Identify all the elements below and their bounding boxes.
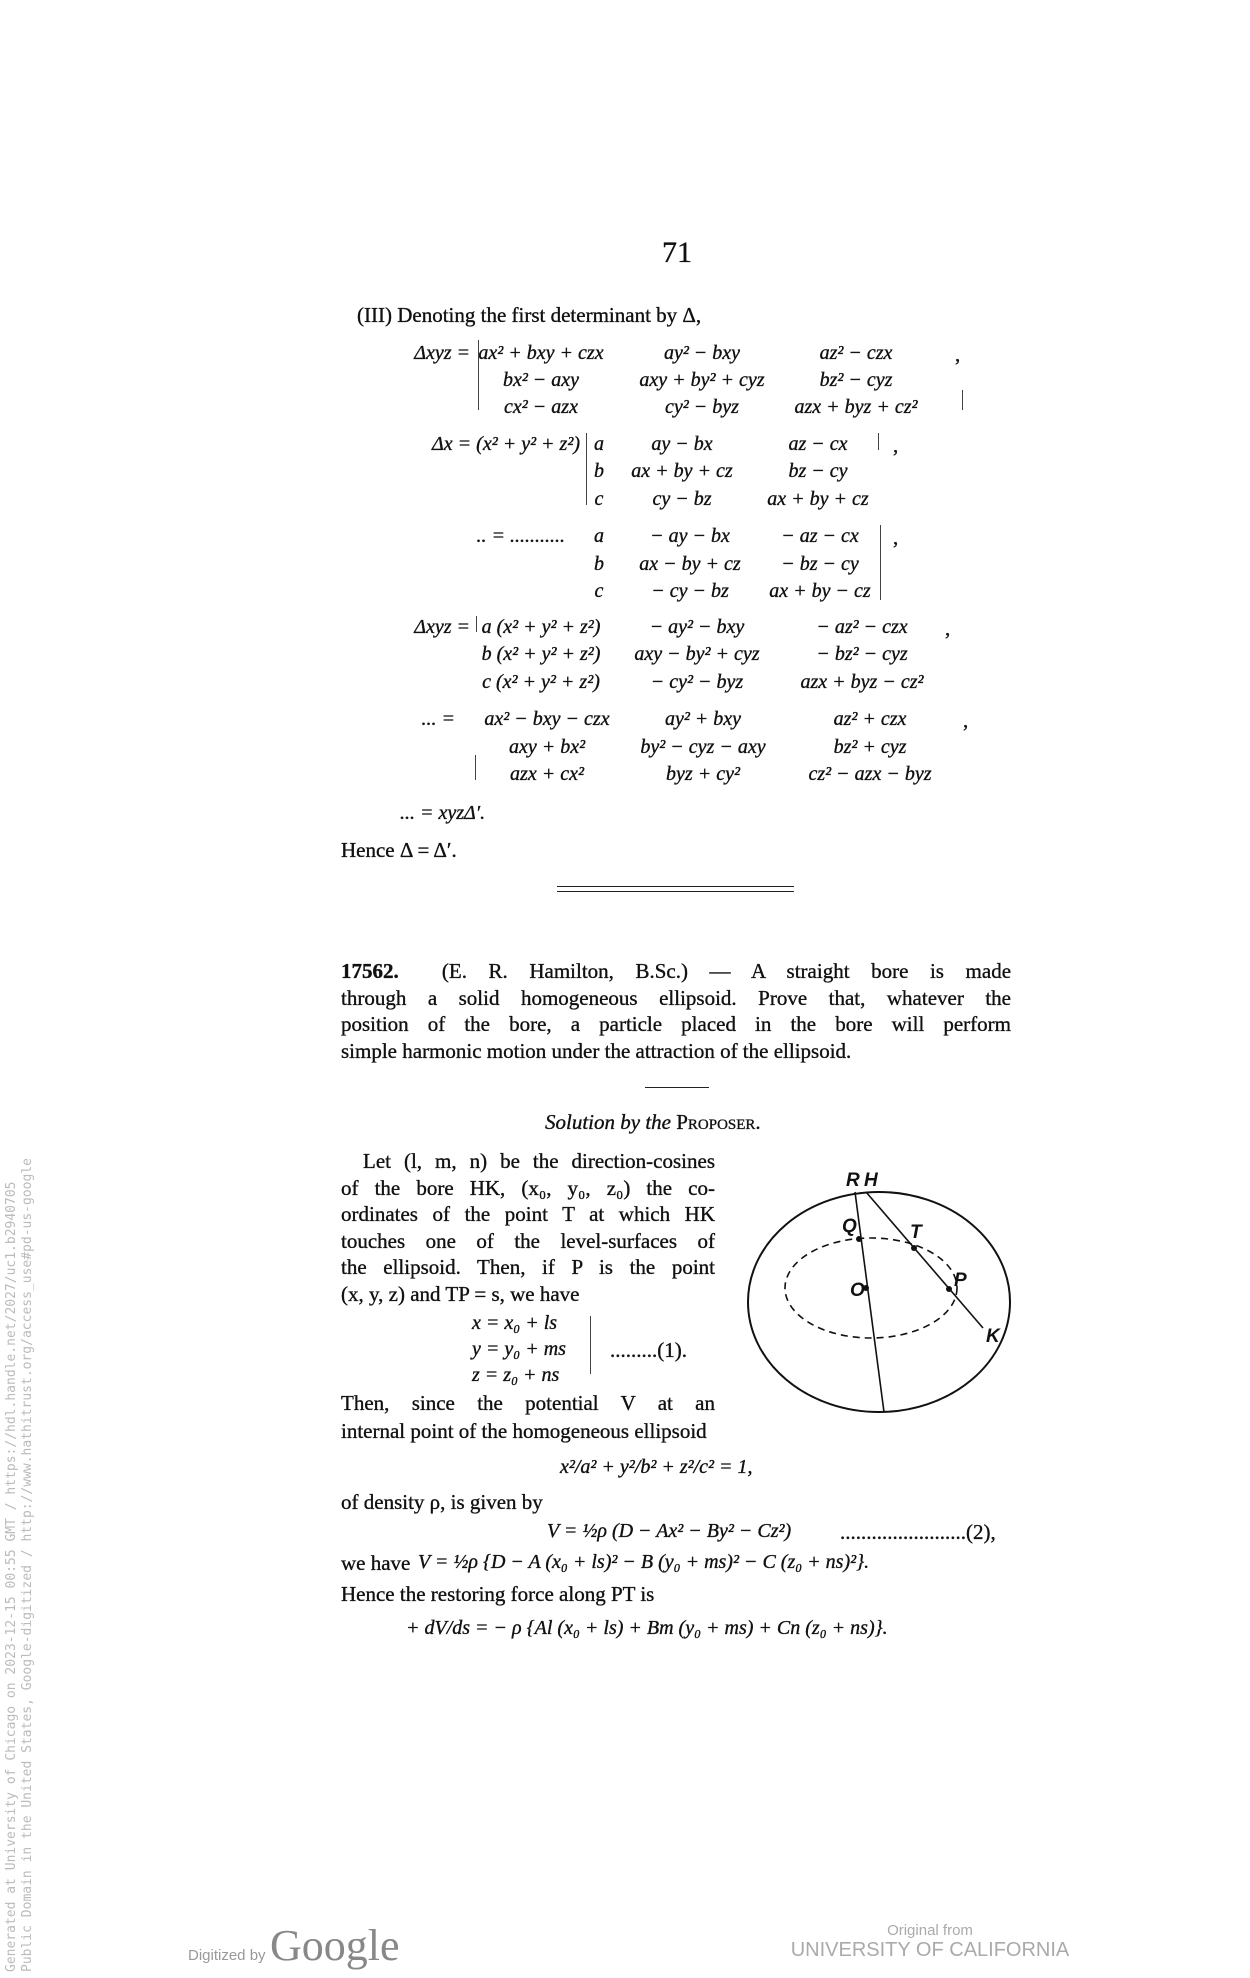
determinant-bar — [878, 433, 879, 450]
determinant-trailing-comma: , — [893, 525, 899, 549]
google-logo: Google — [270, 1921, 400, 1970]
determinant-cell: byz + cy² — [666, 763, 740, 785]
para-line: ordinates of the point T at which HK — [341, 1202, 715, 1226]
chord-r — [855, 1192, 884, 1412]
ellipsoid-equation: x²/a² + y²/b² + z²/c² = 1, — [560, 1456, 753, 1478]
label-k: K — [986, 1326, 1000, 1347]
determinant-cell: b — [594, 460, 604, 482]
determinant-cell: − az² − czx — [816, 616, 908, 638]
solution-heading — [545, 1110, 761, 1135]
determinant-label: Δx = (x² + y² + z²) — [432, 433, 580, 455]
problem-line: A straight bore is made — [750, 959, 1012, 983]
eq2-tag: ........................(2), — [840, 1520, 996, 1544]
determinant-cell: c (x² + y² + z²) — [482, 671, 600, 693]
problem-line: through a solid homogeneous ellipsoid. Prove that, whatever the — [341, 985, 1011, 1010]
problem-line: position of the bore, a particle placed in the bore will perform — [341, 1012, 1011, 1036]
digitized-by-label: Digitized by — [188, 1947, 266, 1964]
problem-author: (E. R. Hamilton, B.Sc.) — — [441, 959, 731, 983]
double-rule-bottom — [557, 891, 794, 892]
determinant-cell: − ay² − bxy — [649, 616, 745, 638]
determinant-cell: ax² + bxy + czx — [478, 342, 604, 364]
hence-line: Hence Δ = Δ′. — [341, 838, 457, 862]
determinant-cell: a (x² + y² + z²) — [481, 616, 601, 638]
eq1-x: x = x₀ + ls — [472, 1312, 558, 1334]
page-number: 71 — [662, 236, 692, 269]
label-h: H — [864, 1170, 878, 1191]
determinant-bar — [475, 755, 476, 780]
determinant-cell: cy − bz — [652, 488, 712, 510]
watermark-line1: Generated at University of Chicago on 2023-12-15 00:55 GMT / https://hdl.handle.net/2027/uc1.b2940705 — [4, 1181, 19, 1972]
label-p: P — [954, 1270, 967, 1291]
determinant-label: ... = — [421, 708, 455, 730]
determinant-cell: a — [594, 433, 604, 455]
determinant-cell: − ay − bx — [650, 525, 730, 547]
solution-para2 — [341, 1390, 715, 1417]
determinant-cell: cy² − byz — [665, 396, 739, 418]
watermark — [4, 1158, 36, 1972]
double-rule-top — [557, 886, 794, 887]
determinant-bar — [962, 390, 963, 410]
determinant-cell: az² − czx — [819, 342, 893, 364]
determinant-cell: cx² − azx — [504, 396, 578, 418]
problem-number: 17562. — [341, 959, 399, 983]
determinant-cell: − bz² − cyz — [816, 643, 908, 665]
determinant-cell: bz² + cyz — [833, 736, 907, 758]
eq1-y: y = y₀ + ms — [472, 1338, 566, 1360]
point-t — [911, 1245, 917, 1251]
section-intro: (III) Denoting the first determinant by Δ, — [357, 303, 702, 327]
determinant-cell: b — [594, 553, 604, 575]
determinant-cell: azx + byz − cz² — [800, 671, 924, 693]
para-line: of the bore HK, (x₀, y₀, z₀) the co- — [341, 1175, 715, 1200]
determinant-trailing-comma: , — [963, 708, 969, 732]
watermark-line2: Public Domain in the United States, Google-digitized / http://www.hathitrust.org/access_use#pd-us-google — [20, 1158, 35, 1972]
label-o: O — [850, 1280, 865, 1301]
determinant-cell: a — [594, 525, 604, 547]
label-t: T — [910, 1222, 922, 1243]
point-q — [856, 1236, 862, 1242]
eq1-z: z = z₀ + ns — [472, 1364, 560, 1386]
solution-proposer: Proposer. — [676, 1110, 761, 1134]
determinant-cell: az − cx — [788, 433, 848, 455]
determinant-bar — [586, 433, 587, 505]
determinant-cell: ax − by + cz — [639, 553, 741, 575]
final-equation: ... = xyzΔ′. — [400, 802, 486, 824]
determinant-cell: ax + by − cz — [769, 580, 871, 602]
determinant-cell: azx + byz + cz² — [794, 396, 918, 418]
solution-para1 — [341, 1148, 715, 1307]
eq2: V = ½ρ (D − Ax² − By² − Cz²) — [547, 1520, 792, 1542]
determinant-cell: c — [594, 580, 604, 602]
problem-line: simple harmonic motion under the attraction of the ellipsoid. — [341, 1038, 852, 1063]
original-from — [780, 1922, 1080, 1962]
determinant-cell: ax + by + cz — [631, 460, 733, 482]
ellipsoid-diagram — [730, 1160, 1030, 1420]
para-line: the ellipsoid. Then, if P is the point — [341, 1255, 715, 1279]
point-p — [946, 1286, 952, 1292]
eq3: V = ½ρ {D − A (x₀ + ls)² − B (y₀ + ms)² − C (z₀ + ns)²}. — [418, 1551, 870, 1573]
determinant-label: .. = ........... — [476, 525, 565, 547]
label-r: R — [846, 1170, 860, 1191]
determinant-bar — [880, 525, 881, 600]
para-line: Let (l, m, n) be the direction-cosines — [363, 1149, 715, 1173]
determinant-bar — [478, 340, 479, 410]
inner-ellipse-dashed — [785, 1238, 957, 1338]
determinant-trailing-comma: , — [893, 433, 899, 457]
determinant-cell: ax² − bxy − czx — [484, 708, 610, 730]
short-rule — [645, 1087, 709, 1088]
determinant-cell: by² − cyz − axy — [640, 736, 766, 758]
determinant-cell: − bz − cy — [781, 553, 859, 575]
determinant-cell: c — [594, 488, 604, 510]
para-line: touches one of the level-surfaces of — [341, 1228, 715, 1253]
determinant-cell: az² + czx — [833, 708, 907, 730]
digitized-by-google — [188, 1920, 400, 1971]
determinant-cell: axy + bx² — [508, 736, 586, 758]
determinant-label: Δxyz = — [414, 616, 470, 638]
eq1-brace — [590, 1316, 591, 1374]
determinant-bar — [476, 616, 477, 632]
determinant-cell: − az − cx — [781, 525, 859, 547]
determinant-cell: axy + by² + cyz — [639, 369, 765, 391]
eq1-tag: .........(1). — [610, 1338, 687, 1362]
determinant-cell: − cy² − byz — [650, 671, 744, 693]
eq4: + dV/ds = − ρ {Al (x₀ + ls) + Bm (y₀ + ms) + Cn (z₀ + ns)}. — [406, 1617, 888, 1639]
we-have: we have — [341, 1551, 411, 1575]
para-line: Then, since the potential V at an — [341, 1391, 715, 1415]
determinant-label: Δxyz = — [414, 342, 470, 364]
determinant-cell: cz² − azx − byz — [808, 763, 932, 785]
determinant-trailing-comma: , — [955, 342, 961, 366]
determinant-cell: − cy − bz — [651, 580, 729, 602]
density-line: of density ρ, is given by — [341, 1490, 543, 1514]
institution-name: UNIVERSITY OF CALIFORNIA — [790, 1939, 1070, 1961]
determinant-cell: azx + cx² — [510, 763, 584, 785]
bore-hk — [866, 1192, 983, 1328]
determinant-cell: ax + by + cz — [767, 488, 869, 510]
determinant-trailing-comma: , — [945, 616, 951, 640]
determinant-cell: bz − cy — [788, 460, 848, 482]
determinant-cell: ay − bx — [651, 433, 713, 455]
determinant-cell: ay² − bxy — [663, 342, 741, 364]
determinant-cell: bz² − cyz — [819, 369, 893, 391]
original-from-label: Original from — [887, 1922, 973, 1939]
determinant-cell: axy − by² + cyz — [634, 643, 760, 665]
hence-restoring-line: Hence the restoring force along PT is — [341, 1582, 655, 1606]
solution-heading-italic: Solution by the — [545, 1110, 671, 1134]
determinant-cell: bx² − axy — [502, 369, 580, 391]
problem-statement — [341, 958, 1011, 1064]
para-line: (x, y, z) and TP = s, we have — [341, 1281, 580, 1306]
label-q: Q — [842, 1216, 857, 1237]
determinant-cell: b (x² + y² + z²) — [481, 643, 601, 665]
para2-line2: internal point of the homogeneous ellipsoid — [341, 1419, 707, 1443]
determinant-cell: ay² + bxy — [664, 708, 742, 730]
